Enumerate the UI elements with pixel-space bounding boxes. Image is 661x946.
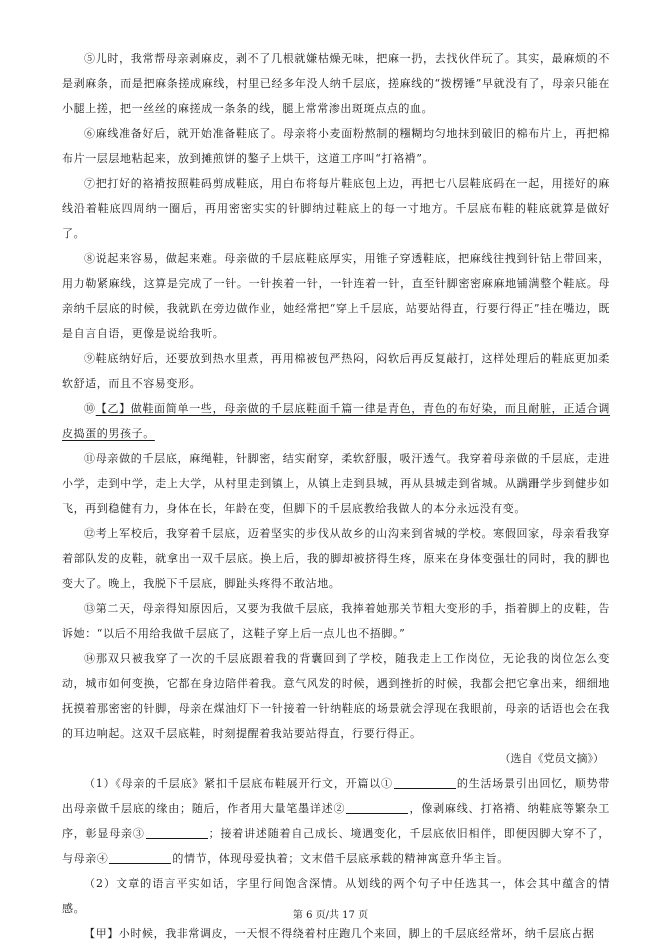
answer-blank-1[interactable] (394, 776, 456, 789)
answer-blank-4[interactable] (109, 851, 171, 864)
source-citation: （选自《党员文摘》） (499, 752, 604, 765)
underlined-sentence-yi: 【乙】做鞋面简单一些，母亲做的千层底鞋面千篇一律是青色，青色的布好染，而且耐脏，正适合调皮捣蛋的男孩子。 (62, 402, 610, 440)
paragraph-5: ⑤儿时，我常帮母亲剥麻皮，剥不了几根就嫌枯燥无味，把麻一扔，去找伙伴玩了。其实，最麻烦的不是剥麻条，而是把麻条搓成麻线，村里已经多年没人纳千层底，搓麻线的“拨楞锤”早就没有了，母亲只能在小腿上搓，把一丝丝的麻搓成一条条的线，腿上常常渗出斑斑点点的血。 (62, 52, 610, 115)
paragraph-10-number: ⑩ (84, 402, 96, 415)
paragraph-8: ⑧说起来容易，做起来难。母亲做的千层底鞋底厚实，用锥子穿透鞋底，把麻线往拽到针钻上带回来，用力勒紧麻线，这算是完成了一针。一针挨着一针，一针连着一针，直至针脚密密麻麻地铺满整个鞋底。母亲纳千层底的时候，我就趴在旁边做作业，她经常把“穿上千层底，站要站得直，行要行得正”挂在嘴边，既是自言自语，更像是说给我听。 (62, 252, 610, 340)
paragraph-10 (62, 396, 610, 446)
question-2-sentence-jia: 【甲】小时候，我非常调皮，一天恨不得绕着村庄跑几个来回，脚上的千层底经常坏，纳千层底占据 (84, 927, 595, 940)
paragraph-14: ⑭那双只被我穿了一次的千层底跟着我的背囊回到了学校，随我走上工作岗位，无论我的岗位怎么变动，城市如何变换，它都在身边陪伴着我。意气风发的时候，遇到挫折的时候，我都会把它拿出来，细细地抚摸着那密密的针脚，母亲在煤油灯下一针接着一针纳鞋底的场景就会浮现在我眼前，母亲的话语也会在我的耳边响起。这双千层底鞋，时刻提醒着我站要站得直，行要行得正。 (62, 652, 610, 740)
answer-blank-3[interactable] (146, 826, 208, 839)
answer-blank-2[interactable] (346, 801, 408, 814)
paragraph-11: ⑪母亲做的千层底，麻绳鞋，针脚密，结实耐穿，柔软舒服，吸汗透气。我穿着母亲做的千层底，走进小学，走到中学，走上大学，从村里走到镇上，从镇上走到县城，再从县城走到省城。从蹒跚学步到健步如飞，再到稳健有力，身体在长，年龄在变，但脚下的千层底教给我做人的本分永远没有变。 (62, 452, 610, 515)
paragraph-13: ⑬第二天，母亲得知原因后，又要为我做千层底，我捧着她那关节粗大变形的手，指着脚上的皮鞋，告诉她：“以后不用给我做千层底了，这鞋子穿上后一点儿也不捂脚。” (62, 602, 610, 640)
article-body (62, 46, 610, 946)
page-footer: 第 6 页/共 17 页 (292, 910, 369, 921)
paragraph-7: ⑦把打好的袼褙按照鞋码剪成鞋底，用白布将每片鞋底包上边，再把七八层鞋底码在一起，用搓好的麻线沿着鞋底四周纳一圈后，再用密密实实的针脚纳过鞋底上的每一寸地方。千层底布鞋的鞋底就算是做好了。 (62, 177, 610, 240)
paragraph-12: ⑫考上军校后，我穿着千层底，迈着坚实的步伐从故乡的山沟来到省城的学校。寒假回家，母亲看我穿着部队发的皮鞋，就拿出一双千层底。换上后，我的脚却被挤得生疼，原来在身体变强壮的同时，我的脚也变大了。晚上，我脱下千层底，脚趾头疼得不敢沾地。 (62, 527, 610, 590)
question-2: （2）文章的语言平实如话，字里行间饱含深情。从划线的两个句子中任选其一，体会其中蕴含的情感。 (62, 877, 610, 915)
paragraph-6: ⑥麻线准备好后，就开始准备鞋底了。母亲将小麦面粉熬制的糨糊均匀地抹到破旧的棉布片上，再把棉布片一层层地粘起来，放到摊煎饼的鏊子上烘干，这道工序叫“打袼褙”。 (62, 127, 610, 165)
question-1: （1）《母亲的千层底》紧扣千层底布鞋展开行文，开篇以① 的生活场景引出回忆，顺势带出母亲做千层底的缘由；随后，作者用大量笔墨详述② ，像剥麻线、打袼褙、纳鞋底等繁杂工序，彰显母亲③ ；接着讲述随着自己成长、境遇变化，千层底依旧相伴，即便因脚大穿不了，与母亲④ 的情节，体现母爱执着；文末借千层底承载的精神寓意升华主旨。 (62, 777, 610, 865)
paragraph-9: ⑨鞋底纳好后，还要放到热水里煮，再用棉被包严热闷，闷软后再反复敲打，这样处理后的鞋底更加柔软舒适，而且不容易变形。 (62, 352, 610, 390)
